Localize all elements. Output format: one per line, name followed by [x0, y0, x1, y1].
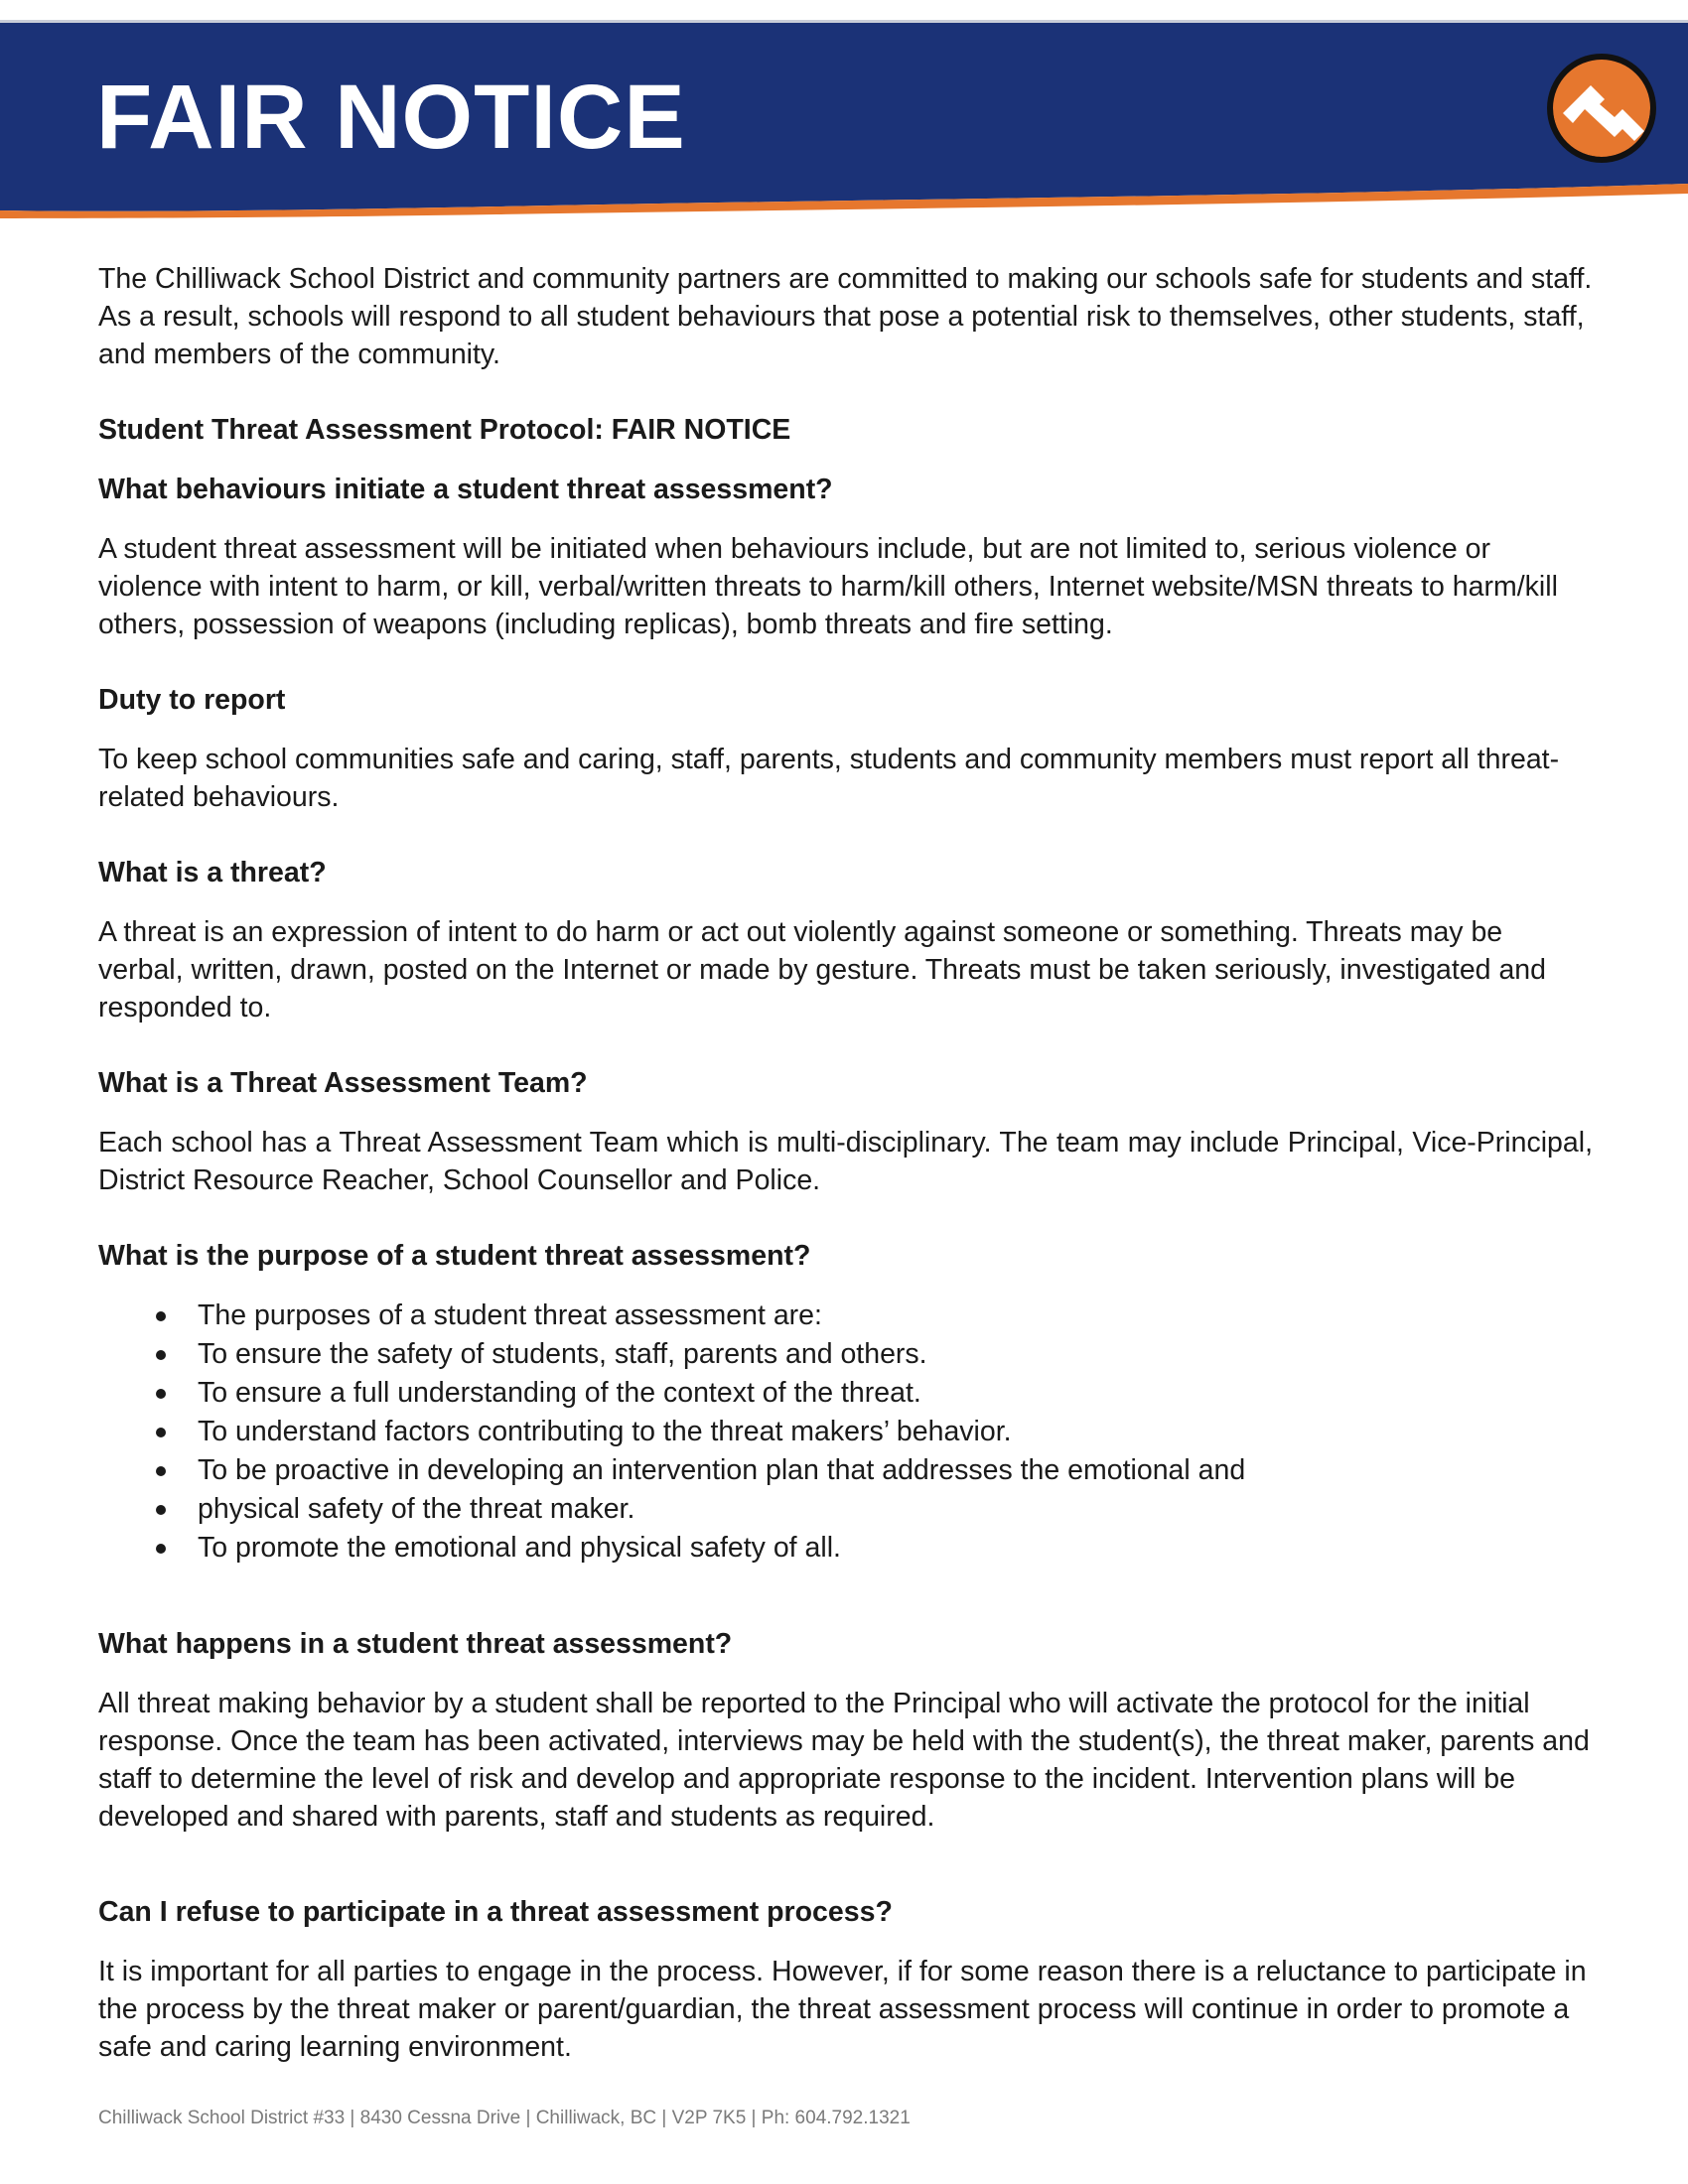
- protocol-heading: Student Threat Assessment Protocol: FAIR NOTICE: [98, 414, 791, 446]
- section-body: Each school has a Threat Assessment Team which is multi-disciplinary. The team may include Principal, Vice-Principal, District Resource Reacher, School Counsellor and Police.: [98, 1127, 1593, 1196]
- list-item-text: To ensure the safety of students, staff, parents and others.: [198, 1338, 927, 1370]
- list-item: [98, 1335, 1593, 1374]
- list-item-text: To understand factors contributing to the threat makers’ behavior.: [198, 1416, 1012, 1447]
- section-heading: What is a threat?: [98, 857, 327, 888]
- list-item-text: To ensure a full understanding of the context of the threat.: [198, 1377, 921, 1409]
- list-item: [98, 1490, 1593, 1529]
- section-body: All threat making behavior by a student shall be reported to the Principal who will activate the protocol for the initial response. Once the team has been activated, interviews may be held with the student(s), the threat maker, parents and staff to determine the level of risk and develop and appropriate response to the incident. Intervention plans will be developed and shared with parents, staff and students as required.: [98, 1688, 1590, 1833]
- list-item-text: To be proactive in developing an intervention plan that addresses the emotional and: [198, 1454, 1246, 1486]
- section-heading: Duty to report: [98, 684, 286, 716]
- bullet-icon: [156, 1389, 166, 1399]
- bullet-icon: [156, 1311, 166, 1321]
- section-heading: What is a Threat Assessment Team?: [98, 1067, 588, 1099]
- purpose-list: [98, 1297, 1593, 1568]
- list-item-text: The purposes of a student threat assessment are:: [198, 1299, 822, 1331]
- section-heading: What behaviours initiate a student threat assessment?: [98, 474, 833, 505]
- section-heading: What is the purpose of a student threat assessment?: [98, 1240, 811, 1272]
- list-item-text: physical safety of the threat maker.: [198, 1493, 635, 1525]
- section-body: A threat is an expression of intent to do harm or act out violently against someone or something. Threats may be verbal, written, drawn, posted on the Internet or made by gesture. Threats must be taken seriously, investigated and responded to.: [98, 916, 1546, 1024]
- list-item: [98, 1413, 1593, 1451]
- bullet-icon: [156, 1505, 166, 1515]
- section-body: To keep school communities safe and caring, staff, parents, students and community members must report all threat-related behaviours.: [98, 744, 1560, 813]
- bullet-icon: [156, 1428, 166, 1437]
- district-logo-icon: [1545, 52, 1658, 165]
- notice-body: [98, 260, 1593, 2104]
- page-title: FAIR NOTICE: [96, 67, 686, 168]
- section-body: It is important for all parties to engage in the process. However, if for some reason there is a reluctance to participate in the process by the threat maker or parent/guardian, the threat assessment process will continue in order to promote a safe and caring learning environment.: [98, 1956, 1587, 2063]
- bullet-icon: [156, 1544, 166, 1554]
- list-item-text: To promote the emotional and physical safety of all.: [198, 1532, 841, 1564]
- bullet-icon: [156, 1350, 166, 1360]
- list-item: [98, 1529, 1593, 1568]
- list-item: [98, 1297, 1593, 1335]
- intro-paragraph: The Chilliwack School District and community partners are committed to making our schools safe for students and staff. As a result, schools will respond to all student behaviours that pose a potential risk to themselves, other students, staff, and members of the community.: [98, 263, 1593, 370]
- bullet-icon: [156, 1466, 166, 1476]
- section-body: A student threat assessment will be initiated when behaviours include, but are not limited to, serious violence or violence with intent to harm, or kill, verbal/written threats to harm/kill others, Internet website/MSN threats to harm/kill others, possession of weapons (including replicas), bomb threats and fire setting.: [98, 533, 1558, 640]
- list-item: [98, 1451, 1593, 1490]
- section-heading: What happens in a student threat assessment?: [98, 1628, 733, 1660]
- list-item: [98, 1374, 1593, 1413]
- section-heading: Can I refuse to participate in a threat assessment process?: [98, 1896, 893, 1928]
- footer-address: Chilliwack School District #33 | 8430 Cessna Drive | Chilliwack, BC | V2P 7K5 | Ph: 604.792.1321: [98, 2108, 911, 2128]
